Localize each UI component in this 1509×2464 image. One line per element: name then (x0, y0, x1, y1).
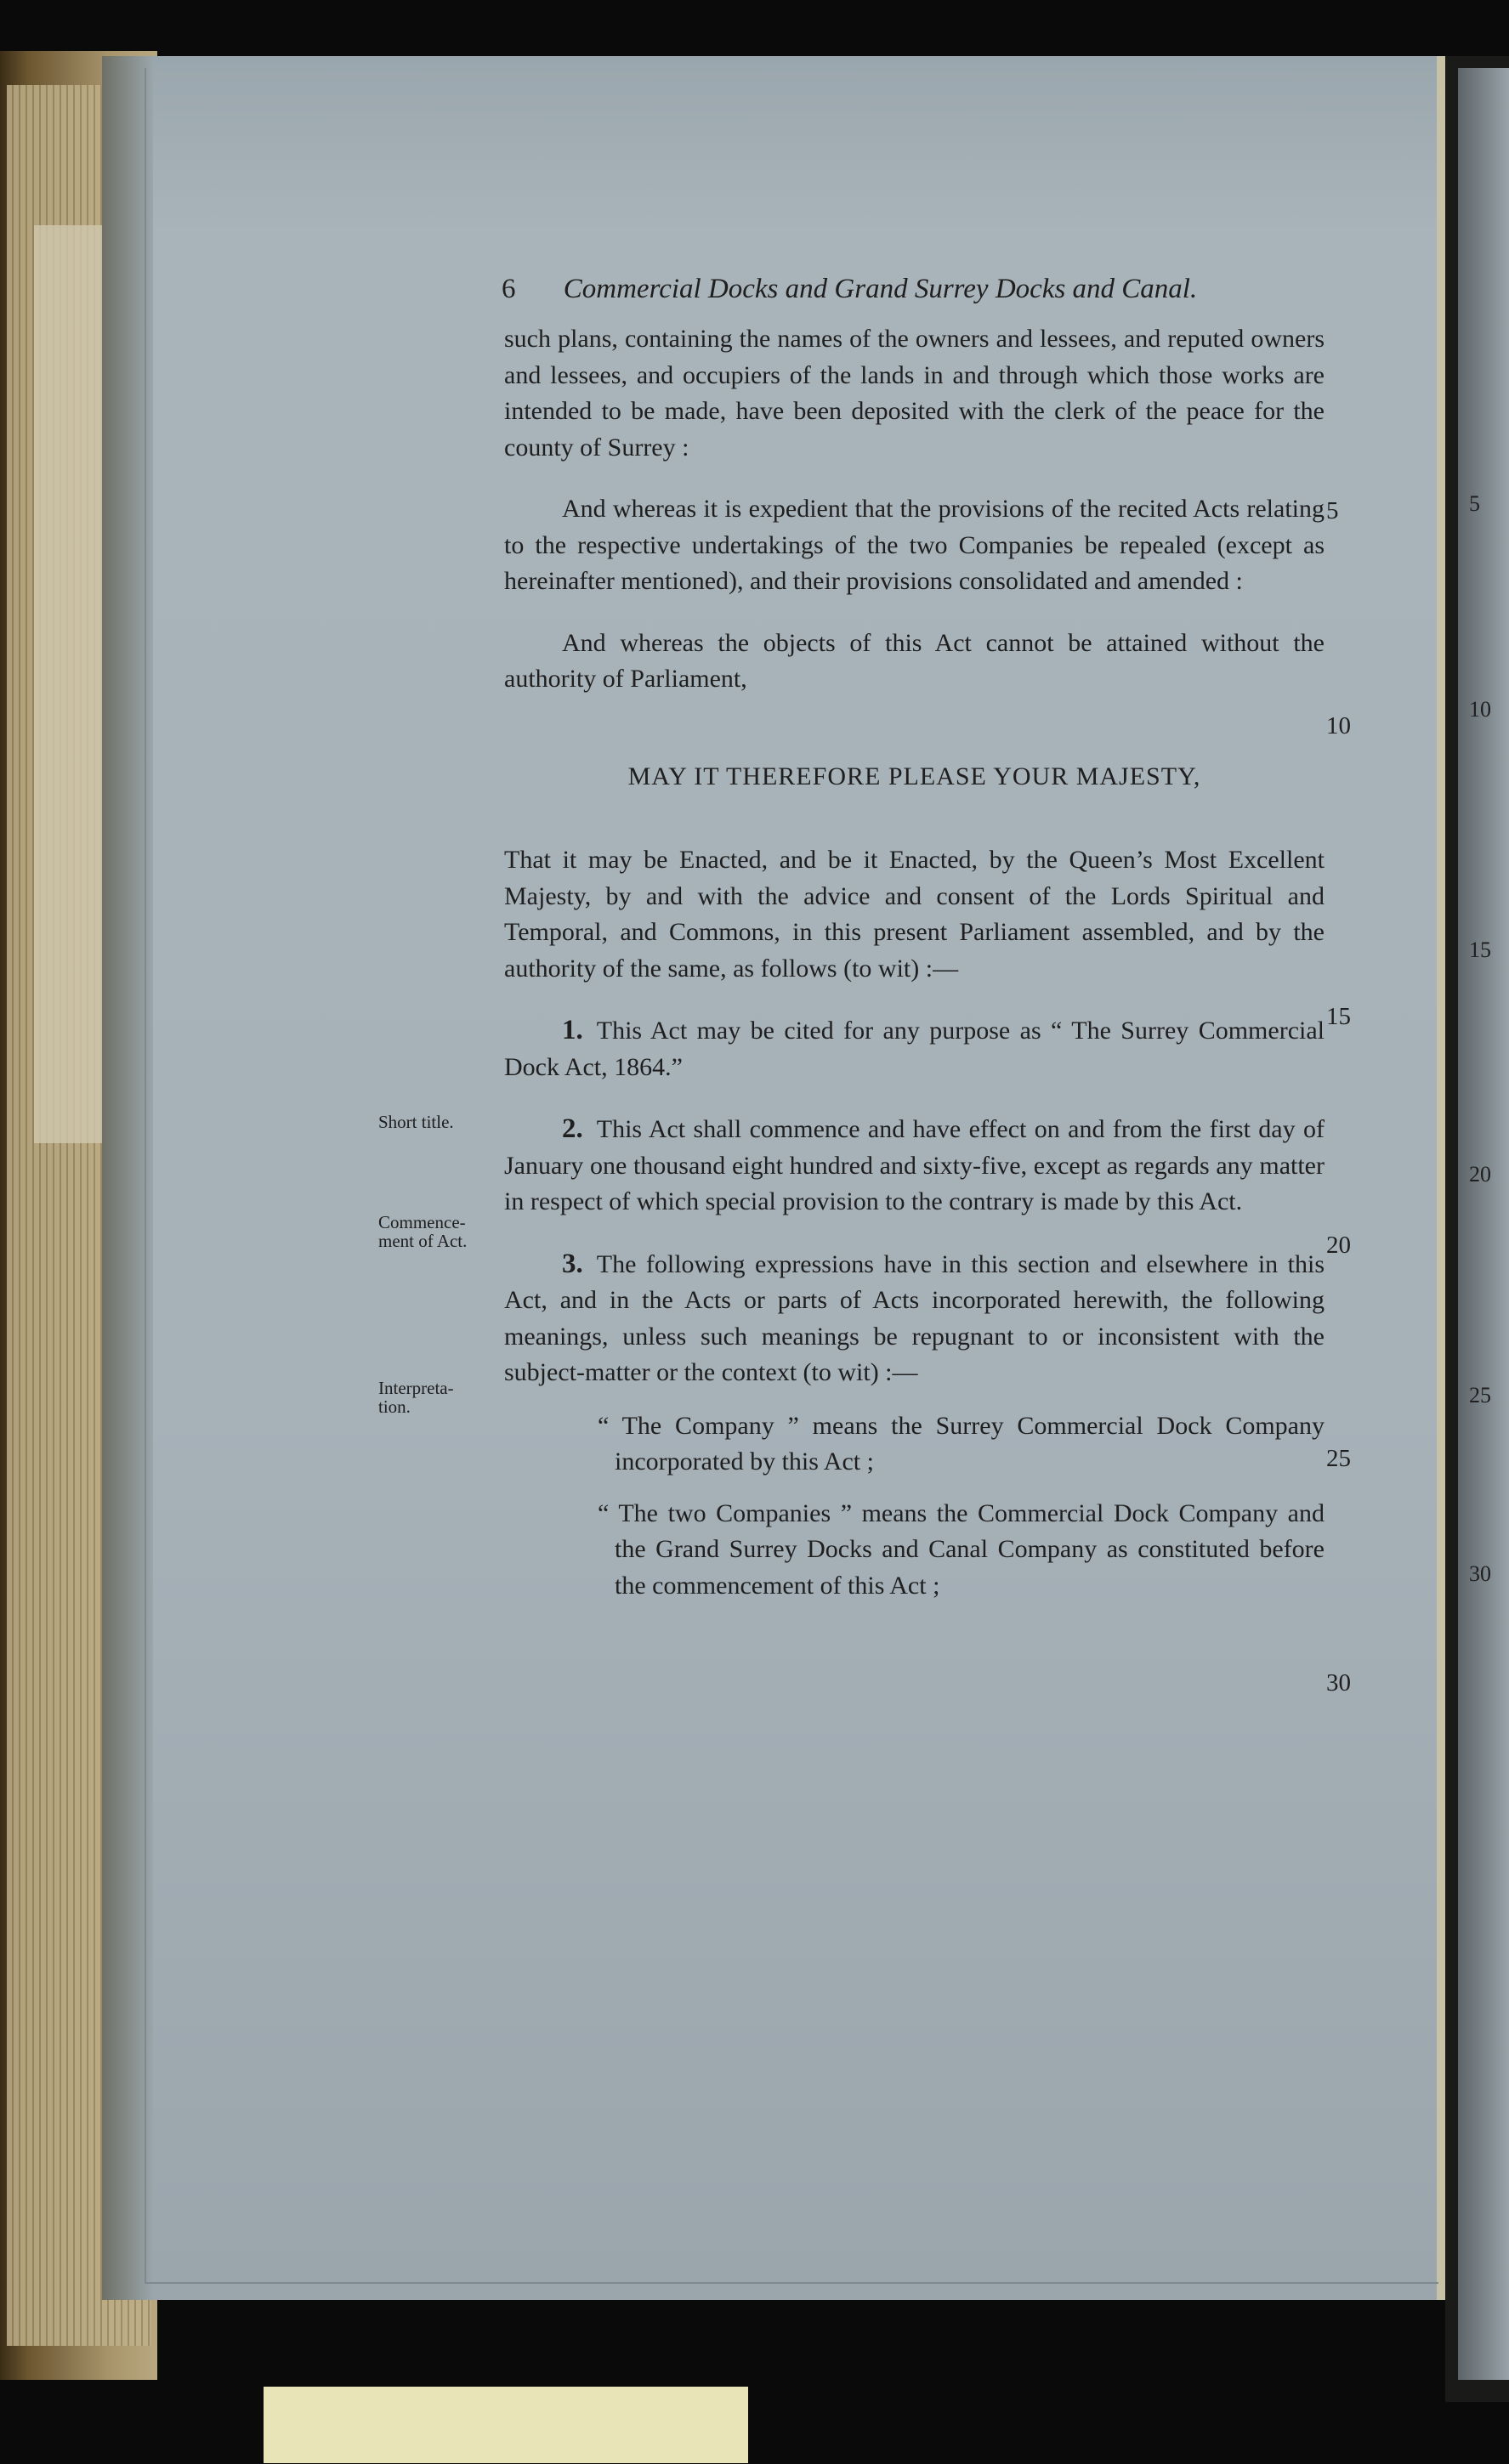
paragraph-authority: And whereas the objects of this Act cannot be attained without the authority of Parliament, (504, 628, 1325, 693)
facing-line-number: 20 (1469, 1162, 1491, 1187)
paragraph-repeal: And whereas it is expedient that the provisions of the recited Acts relating to the respective undertakings of the two Companies be repealed (except as hereinafter mentioned), and their provisions consolidated and amended : (504, 495, 1325, 595)
page-header (502, 274, 1197, 305)
facing-line-number: 5 (1469, 491, 1480, 516)
section-text: The following expressions have in this section and elsewhere in this Act, and in the Acts or parts of Acts incorporated herewith, the following meanings, unless such meanings be repugnant to or inconsistent with the subject-matter or the context (to wit) :— (504, 1249, 1325, 1386)
line-number: 10 (1326, 712, 1351, 739)
section-number: 1. (562, 1015, 583, 1045)
section-text: This Act shall commence and have effect on and from the first day of January one thousand eight hundred and sixty-five, except as regards any matter in respect of which special provision to the contrary is made by this Act. (504, 1115, 1325, 1215)
section-3 (504, 1246, 1325, 1391)
enacting-clause: That it may be Enacted, and be it Enacted, by the Queen’s Most Excellent Majesty, by and with the advice and consent of the Lords Spiritual and Temporal, and Commons, in this present Parliament assembled, and by the authority of the same, as follows (to wit) :— (504, 846, 1325, 983)
facing-page-strip (1458, 68, 1509, 2380)
facing-line-number: 30 (1469, 1561, 1491, 1586)
page-number: 6 (502, 274, 516, 304)
section-2 (504, 1111, 1325, 1221)
definition-company: “ The Company ” means the Surrey Commercial Dock Company incorporated by this Act ; (598, 1411, 1325, 1476)
section-1 (504, 1012, 1325, 1085)
line-number: 30 (1326, 1669, 1351, 1696)
paper-tab (264, 2387, 748, 2463)
document-body (504, 321, 1325, 1604)
running-title: Commercial Docks and Grand Surrey Docks and Canal. (563, 274, 1198, 304)
section-number: 3. (562, 1248, 583, 1279)
definition-two-companies: “ The two Companies ” means the Commercial Dock Company and the Grand Surrey Docks and Canal Company as constituted before the commencement of this Act ; (598, 1498, 1325, 1600)
margin-note-interpretation: Interpreta- tion. (378, 1378, 454, 1417)
margin-note-commencement: Commence- ment of Act. (378, 1212, 468, 1251)
facing-line-number: 15 (1469, 937, 1491, 962)
line-number: 25 (1326, 1445, 1351, 1472)
line-number: 15 (1326, 1003, 1351, 1030)
paper-flap (34, 225, 111, 1143)
section-text: This Act may be cited for any purpose as “ The Surrey Commercial Dock Act, 1864.” (504, 1017, 1325, 1081)
line-number: 5 (1326, 497, 1339, 524)
majesty-heading: MAY IT THEREFORE PLEASE YOUR MAJESTY, (627, 762, 1201, 790)
facing-line-number: 25 (1469, 1383, 1491, 1408)
line-number: 20 (1326, 1232, 1351, 1259)
facing-line-number: 10 (1469, 697, 1491, 722)
margin-note-short-title: Short title. (378, 1112, 454, 1132)
paragraph-plans: such plans, containing the names of the owners and lessees, and reputed owners and lessees, and occupiers of the lands in and through which those works are intended to be made, have been deposited with the clerk of the peace for the county of Surrey : (504, 325, 1325, 462)
section-number: 2. (562, 1113, 583, 1144)
